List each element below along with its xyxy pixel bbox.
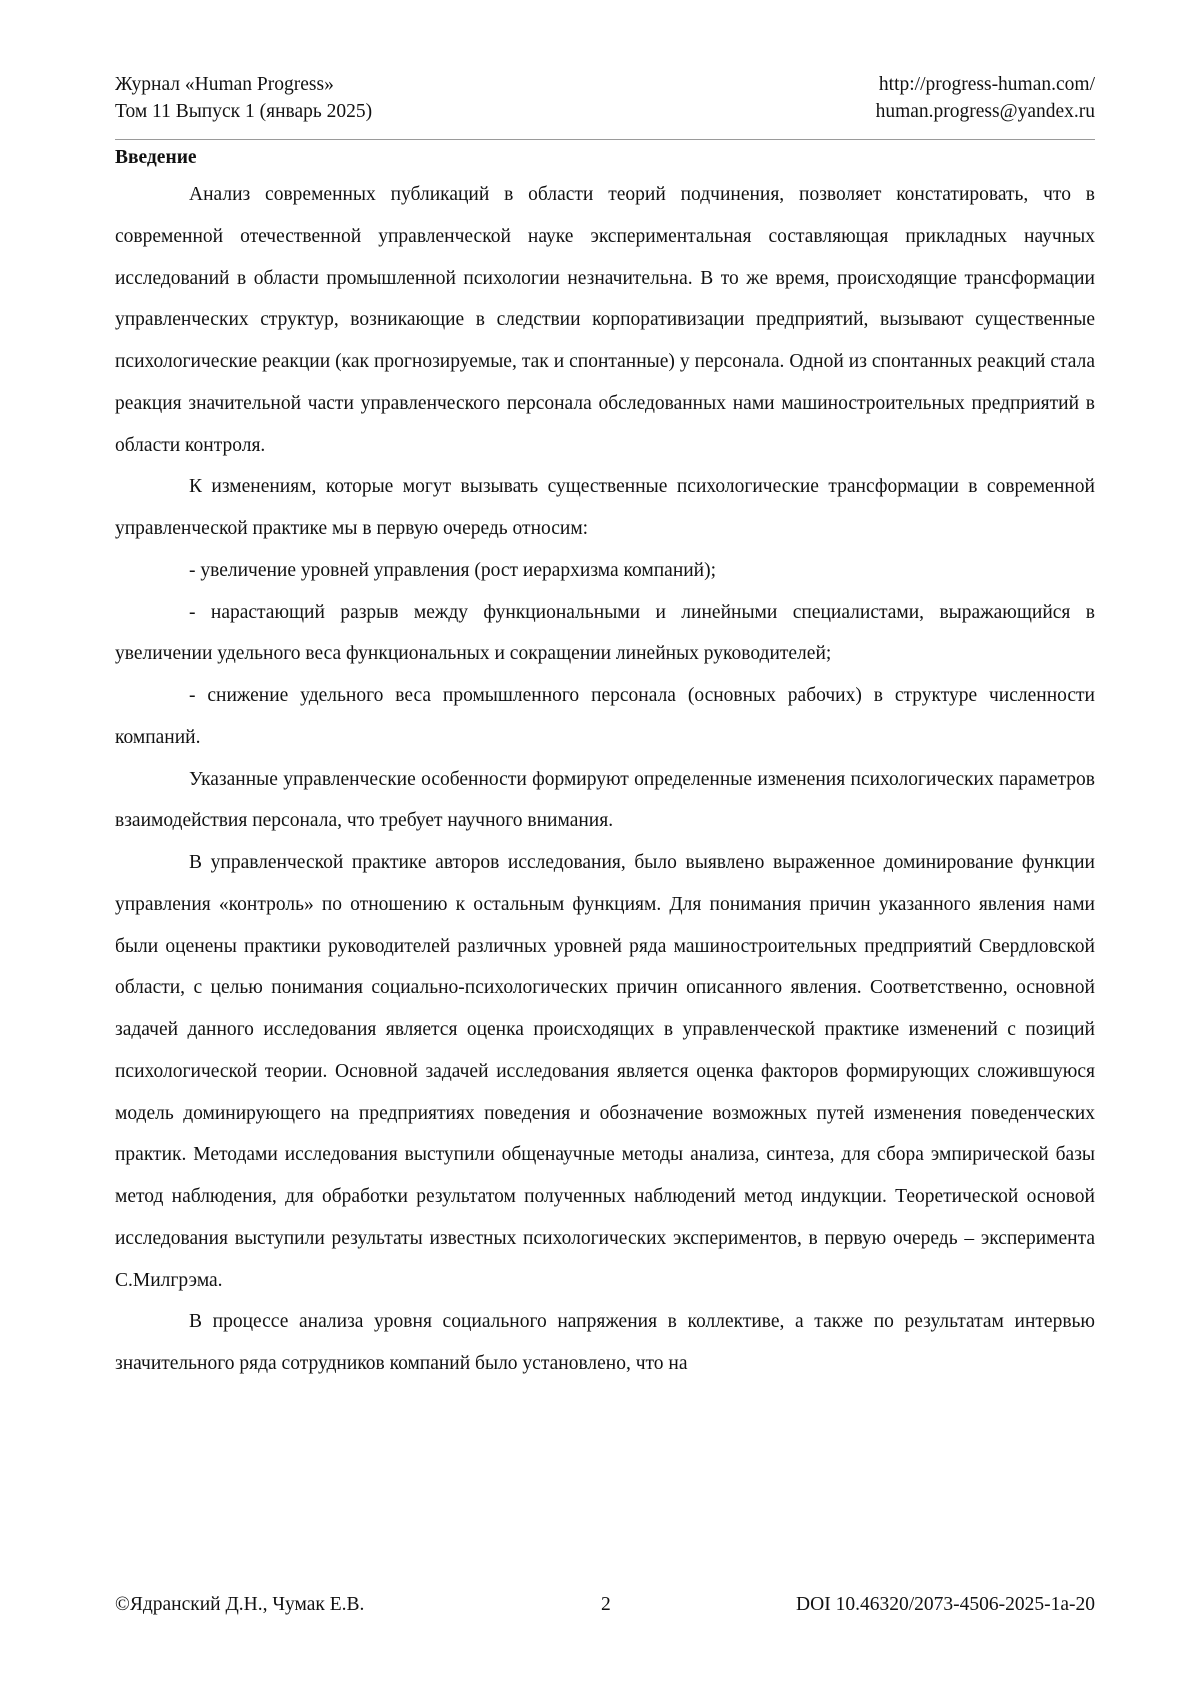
page-footer bbox=[115, 1594, 1095, 1616]
footer-authors: ©Ядранский Д.Н., Чумак Е.В. bbox=[115, 1594, 365, 1615]
paragraph: В процессе анализа уровня социального напряжения в коллективе, а также по результатам интервью значительного ряда сотрудников компаний было установлено, что на bbox=[115, 1311, 1095, 1374]
list-item: - снижение удельного веса промышленного персонала (основных рабочих) в структуре численности компаний. bbox=[115, 685, 1095, 748]
paragraph: Указанные управленческие особенности формируют определенные изменения психологических параметров взаимодействия персонала, что требует научного внимания. bbox=[115, 768, 1095, 832]
paragraph: Анализ современных публикаций в области теорий подчинения, позволяет констатировать, что в современной отечественной управленческой науке экспериментальная составляющая прикладных научных исследований в области промышленной психологии незначительна. В то же время, происходящие трансформации управленческих структур, возникающие в следствии корпоративизации предприятий, вызывают существенные психологические реакции (как прогнозируемые, так и спонтанные) у персонала. Одной из спонтанных реакций стала реакция значительной части управленческого персонала обследованных нами машиностроительных предприятий в области контроля. bbox=[115, 184, 1095, 456]
header-row-2 bbox=[115, 98, 1095, 125]
paragraph: К изменениям, которые могут вызывать существенные психологические трансформации в современной управленческой практике мы в первую очередь относим: bbox=[115, 476, 1095, 539]
section-heading: Введение bbox=[115, 147, 197, 168]
journal-name: Журнал «Human Progress» bbox=[115, 74, 334, 95]
paragraph: В управленческой практике авторов исследования, было выявлено выраженное доминирование функции управления «контроль» по отношению к остальным функциям. Для понимания причин указанного явления нами были оценены практики руководителей различных уровней ряда машиностроительных предприятий Свердловской области, с целью понимания социально-психологических причин описанного явления. Соответственно, основной задачей данного исследования является оценка происходящих в управленческой практике изменений с позиций психологической теории. Основной задачей исследования является оценка факторов формирующих сложившуюся модель доминирующего на предприятиях поведения и обозначение возможных путей изменения поведенческих практик. Методами исследования выступили общенаучные методы анализа, синтеза, для сбора эмпирической базы метод наблюдения, для обработки результатом полученных наблюдений метод индукции. Теоретической основой исследования выступили результаты известных психологических экспериментов, в первую очередь – эксперимента С.Милгрэма. bbox=[115, 852, 1095, 1291]
article-body bbox=[115, 143, 1095, 1385]
header-row-1 bbox=[115, 71, 1095, 98]
footer-doi: DOI 10.46320/2073-4506-2025-1а-20 bbox=[796, 1594, 1095, 1615]
journal-url[interactable]: http://progress-human.com/ bbox=[878, 74, 1095, 95]
page-number: 2 bbox=[601, 1594, 611, 1615]
header-divider bbox=[115, 139, 1095, 140]
issue-info: Том 11 Выпуск 1 (январь 2025) bbox=[115, 101, 373, 122]
journal-email[interactable]: human.progress@yandex.ru bbox=[875, 101, 1095, 122]
page-header bbox=[115, 71, 1095, 125]
list-item: - увеличение уровней управления (рост иерархизма компаний); bbox=[189, 559, 717, 581]
list-item: - нарастающий разрыв между функциональными и линейными специалистами, выражающийся в увеличении удельного веса функциональных и сокращении линейных руководителей; bbox=[115, 601, 1095, 665]
